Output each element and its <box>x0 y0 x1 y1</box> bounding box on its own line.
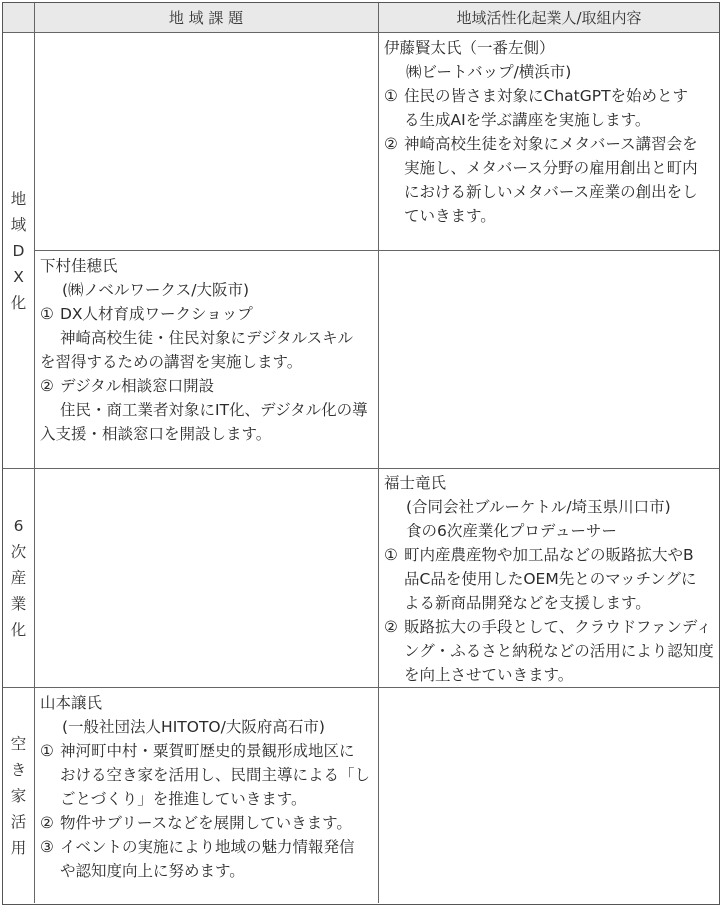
grid-line <box>3 32 719 33</box>
item-line: おける空き家を活用し、民間主導による「し <box>60 766 371 784</box>
organization: ㈱ビートバップ/横浜市) <box>406 63 572 81</box>
item-number: ① <box>40 742 54 760</box>
entry-ito <box>384 36 718 228</box>
item-text <box>404 615 718 687</box>
item-line: における新しいメタバース産業の創出をし <box>404 183 698 201</box>
grid-line <box>34 3 35 903</box>
person-name: 伊藤賢太氏（一番左側） <box>384 39 555 57</box>
grid-line <box>3 468 719 469</box>
entry-shimomura <box>40 254 376 446</box>
item-line: る生成AIを学ぶ講座を実施します。 <box>404 111 651 129</box>
item-line: よる新商品開発などを支援します。 <box>404 594 651 612</box>
category-label-char: 化 <box>10 293 27 312</box>
category-label-char: 域 <box>10 215 27 234</box>
item-detail: を習得するための講習を実施します。 <box>40 353 303 371</box>
category-label-char: 6 <box>13 517 24 535</box>
category-label-char: 次 <box>10 543 27 561</box>
item-line: ごとづくり」を推進していきます。 <box>60 790 307 808</box>
item-text <box>404 132 718 228</box>
initiative-item <box>40 302 376 374</box>
category-label-char: き <box>10 760 27 779</box>
item-line: ていきます。 <box>404 207 496 225</box>
item-number: ② <box>40 377 54 395</box>
item-detail: 神崎高校生徒・住民対象にデジタルスキル <box>60 329 353 347</box>
category-label-char: D <box>12 241 25 260</box>
role: 食の6次産業化プロデューサー <box>406 522 617 540</box>
grid-line <box>3 687 719 688</box>
item-detail: 住民・商工業者対象にIT化、デジタル化の導 <box>60 401 368 419</box>
initiatives-table <box>2 2 720 905</box>
entry-yamamoto <box>40 691 376 883</box>
item-line: 町内産農産物や加工品などの販路拡大やB <box>404 546 694 564</box>
item-text <box>60 835 376 883</box>
category-vacant-house <box>3 688 34 903</box>
item-text <box>40 374 376 446</box>
category-label-char: 用 <box>10 838 27 857</box>
category-label-char: 産 <box>10 569 27 587</box>
initiative-item <box>40 811 376 835</box>
item-text <box>60 811 376 835</box>
item-line: 物件サブリースなどを展開していきます。 <box>60 814 352 832</box>
category-label-char: 活 <box>10 812 27 831</box>
item-number: ③ <box>40 838 54 856</box>
item-line: イベントの実施により地域の魅力情報発信 <box>60 838 355 856</box>
header-corner <box>3 3 34 32</box>
person-name: 山本譲氏 <box>40 694 103 712</box>
item-line: 神河町中村・粟賀町歴史的景観形成地区に <box>60 742 355 760</box>
initiative-item <box>384 132 718 228</box>
item-detail: 入支援・相談窓口を開設します。 <box>40 425 272 443</box>
item-line: 実施し、メタバース分野の雇用創出と町内 <box>404 159 698 177</box>
item-line: DX人材育成ワークショップ <box>60 305 253 323</box>
header-issue: 地 域 課 題 <box>34 3 378 32</box>
item-line: 神崎高校生徒を対象にメタバース講習会を <box>404 135 698 153</box>
item-number: ② <box>384 135 398 153</box>
item-number: ① <box>384 87 398 105</box>
item-number: ② <box>40 814 54 832</box>
item-line: を向上させていきます。 <box>404 666 574 684</box>
initiative-item <box>384 84 718 132</box>
organization: (㈱ノベルワークス/大阪市) <box>62 281 250 299</box>
item-number: ① <box>384 546 398 564</box>
person-name: 福士竜氏 <box>384 474 447 492</box>
item-text <box>404 84 718 132</box>
item-line: 住民の皆さま対象にChatGPTを始めとす <box>404 87 689 105</box>
category-label-char: 家 <box>10 786 27 805</box>
header-content: 地域活性化起業人/取組内容 <box>379 3 719 32</box>
category-dx <box>3 33 34 468</box>
organization: (一般社団法人HITOTO/大阪府高石市) <box>62 718 325 736</box>
person-name: 下村佳穂氏 <box>40 257 118 275</box>
initiative-item <box>384 615 718 687</box>
item-text <box>60 739 376 811</box>
grid-line <box>378 3 379 903</box>
entry-fukushi <box>384 471 718 687</box>
category-label-char: X <box>13 267 24 286</box>
item-number: ① <box>40 305 54 323</box>
item-line: デジタル相談窓口開設 <box>60 377 215 395</box>
item-line: ング・ふるさと納税などの活用により認知度 <box>404 642 714 660</box>
initiative-item <box>384 543 718 615</box>
organization: (合同会社ブルーケトル/埼玉県川口市) <box>406 498 671 516</box>
grid-line <box>34 250 719 251</box>
item-text <box>40 302 376 374</box>
category-label-char: 地 <box>10 189 27 208</box>
category-sixth-industry <box>3 469 34 687</box>
initiative-item <box>40 739 376 811</box>
category-label-char: 業 <box>10 595 27 613</box>
item-text <box>404 543 718 615</box>
item-line: 販路拡大の手段として、クラウドファンディ <box>404 618 712 636</box>
category-label-char: 空 <box>10 734 27 753</box>
item-number: ② <box>384 618 398 636</box>
category-label-char: 化 <box>10 621 27 639</box>
item-line: 品C品を使用したOEM先とのマッチングに <box>404 570 697 588</box>
initiative-item <box>40 374 376 446</box>
initiative-item <box>40 835 376 883</box>
item-line: や認知度向上に努めます。 <box>60 862 245 880</box>
